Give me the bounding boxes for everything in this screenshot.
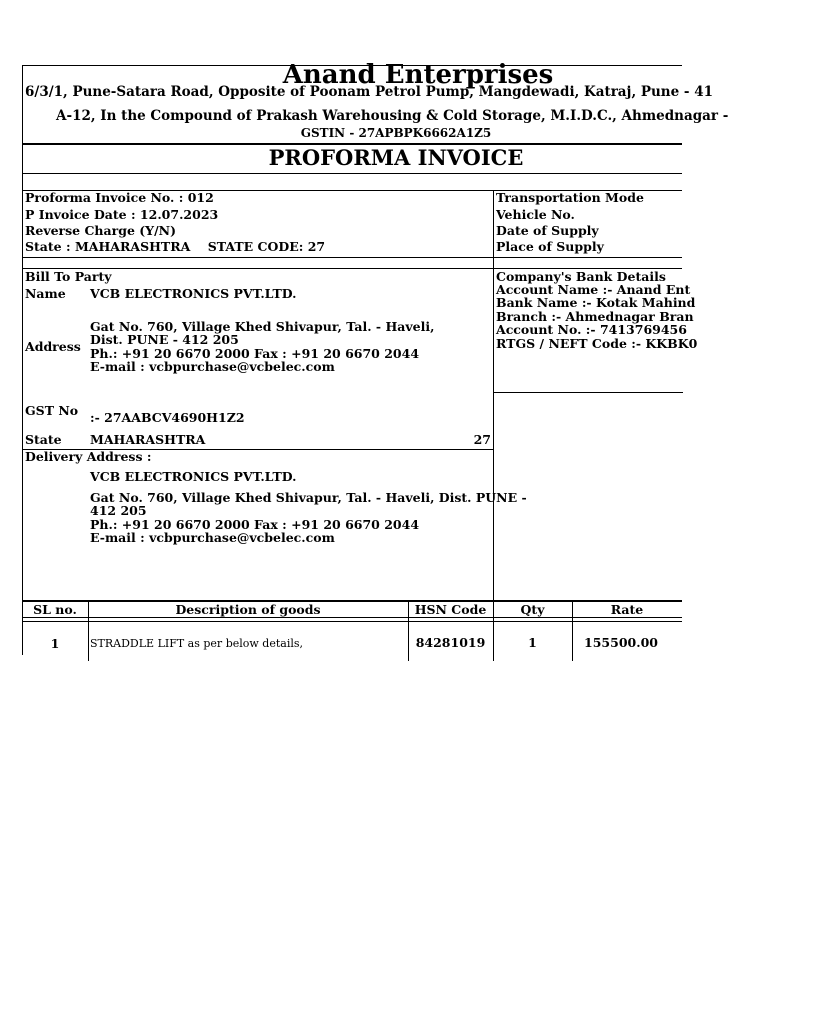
company-name: Anand Enterprises	[282, 60, 554, 90]
items-row-top-rule	[22, 621, 682, 622]
bank-rtgs-code: RTGS / NEFT Code :- KKBK0	[496, 336, 698, 351]
company-gstin: GSTIN - 27APBPK6662A1Z5	[300, 126, 492, 140]
bill-to-phone: Ph.: +91 20 6670 2000 Fax : +91 20 6670 2044	[90, 346, 420, 361]
vehicle-no-label: Vehicle No.	[496, 207, 575, 222]
items-header-rate: Rate	[610, 602, 644, 617]
bill-to-heading: Bill To Party	[25, 269, 112, 284]
items-header-hsn: HSN Code	[414, 602, 487, 617]
bill-to-gst-label: GST No	[25, 403, 79, 418]
title-bottom-rule	[22, 173, 682, 174]
item-slno: 1	[50, 636, 60, 651]
delivery-email: E-mail : vcbpurchase@vcbelec.com	[90, 530, 335, 545]
bill-to-name: VCB ELECTRONICS PVT.LTD.	[90, 286, 297, 301]
bill-to-name-label: Name	[25, 286, 66, 301]
info-column-divider	[493, 190, 494, 601]
bank-account-number: Account No. :- 7413769456	[496, 322, 687, 337]
item-hsn: 84281019	[415, 635, 486, 650]
invoice-date: P Invoice Date : 12.07.2023	[25, 207, 219, 222]
bank-branch: Branch :- Ahmednagar Bran	[496, 309, 694, 324]
items-header-top-rule	[22, 600, 682, 602]
reverse-charge: Reverse Charge (Y/N)	[25, 223, 176, 238]
date-of-supply-label: Date of Supply	[496, 223, 599, 238]
invoice-state: State : MAHARASHTRA STATE CODE: 27	[25, 239, 326, 254]
company-address-line2: A-12, In the Compound of Prakash Warehousing & Cold Storage, M.I.D.C., Ahmednagar -	[56, 108, 729, 124]
bank-box-bottom-rule	[493, 392, 683, 393]
bill-to-address-line1: Gat No. 760, Village Khed Shivapur, Tal. - Haveli,	[90, 319, 435, 334]
bill-to-address-line2: Dist. PUNE - 412 205	[90, 332, 239, 347]
place-of-supply-label: Place of Supply	[496, 239, 604, 254]
item-qty: 1	[528, 635, 537, 650]
delivery-address-line2: 412 205	[90, 503, 147, 518]
bank-name: Bank Name :- Kotak Mahind	[496, 295, 696, 310]
items-header-bottom-rule	[22, 617, 682, 618]
transport-mode-label: Transportation Mode	[496, 190, 644, 205]
items-header-qty: Qty	[520, 602, 545, 617]
item-rate: 155500.00	[584, 635, 658, 650]
bill-to-address-label: Address	[25, 339, 81, 354]
delivery-name: VCB ELECTRONICS PVT.LTD.	[90, 469, 297, 484]
company-address-line1: 6/3/1, Pune-Satara Road, Opposite of Poonam Petrol Pump, Mangdewadi, Katraj, Pune - 41	[25, 84, 713, 100]
bill-to-state: MAHARASHTRA	[90, 432, 206, 447]
info-bottom-rule	[22, 257, 682, 258]
bill-to-state-label: State	[25, 432, 62, 447]
delivery-address-line1: Gat No. 760, Village Khed Shivapur, Tal. - Haveli, Dist. PUNE -	[90, 490, 527, 505]
left-border	[22, 65, 23, 655]
item-description: STRADDLE LIFT as per below details,	[90, 637, 304, 650]
items-header-slno: SL no.	[33, 602, 77, 617]
delivery-phone: Ph.: +91 20 6670 2000 Fax : +91 20 6670 2044	[90, 517, 420, 532]
invoice-number: Proforma Invoice No. : 012	[25, 190, 214, 205]
delivery-heading: Delivery Address :	[25, 449, 152, 464]
bank-details-heading: Company's Bank Details	[496, 269, 666, 284]
document-title: PROFORMA INVOICE	[268, 145, 524, 170]
bank-account-name: Account Name :- Anand Ent	[496, 282, 691, 297]
bill-to-email: E-mail : vcbpurchase@vcbelec.com	[90, 359, 335, 374]
bill-to-state-code: 27	[473, 432, 491, 447]
items-header-description: Description of goods	[175, 602, 321, 617]
bill-to-gst-number: :- 27AABCV4690H1Z2	[90, 410, 245, 425]
